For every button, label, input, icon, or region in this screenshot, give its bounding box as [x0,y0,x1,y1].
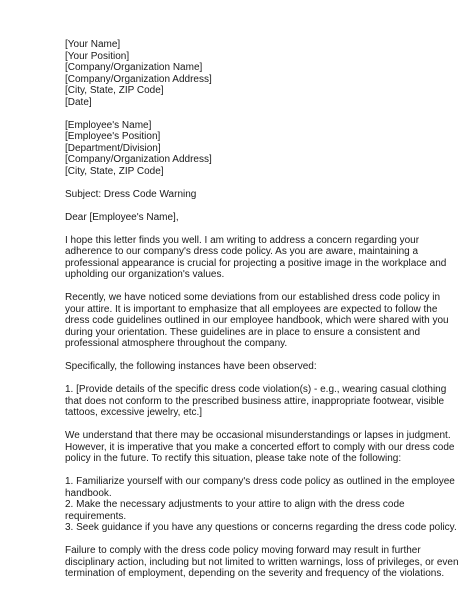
paragraph-consequences: Failure to comply with the dress code policy moving forward may result in further disciplinary action, including but not limited to written warnings, loss of privileges, or even termination of employment, depending on the severity and frequency of the violations. [65,545,459,579]
paragraph-intro: I hope this letter finds you well. I am writing to address a concern regarding your adherence to our company's dress code policy. As you are aware, maintaining a professional appearance is crucial for projecting a positive image in the workplace and upholding our organization's values. [65,234,447,280]
paragraph-understanding: We understand that there may be occasional misunderstandings or lapses in judgment. However, it is imperative that you make a concerted effort to comply with our dress code policy in the future. To rectify this situation, please take note of the following: [65,430,455,464]
sender-company-address: [Company/Organization Address] [65,73,212,85]
paragraph-instances-intro: Specifically, the following instances have been observed: [65,361,317,372]
paragraph-violation-details: 1. [Provide details of the specific dress code violation(s) - e.g., wearing casual clothing that does not conform to the prescribed business attire, inappropriate footwear, visible tattoos, excessive jewelry, etc.] [65,384,447,418]
recipient-address: [Company/Organization Address] [65,154,212,165]
recipient-position: [Employee's Position] [65,131,161,142]
subject-line: Subject: Dress Code Warning [65,188,197,200]
sender-name: [Your Name] [65,39,121,50]
salutation: Dear [Employee's Name], [65,211,179,223]
recipient-name: [Employee's Name] [65,119,152,131]
letter-date: [Date] [65,96,92,108]
sender-address-block [65,39,460,108]
paragraph-deviations: Recently, we have noticed some deviations from our established dress code policy in your attire. It is important to emphasize that all employees are expected to follow the dress code guidelines outlined in our employee handbook, which were shared with you during your orientation. These guidelines are in place to ensure a consistent and professional atmosphere throughout the company. [65,292,449,349]
list-item: 1. Familiarize yourself with our company's dress code policy as outlined in the employee handbook. [65,476,455,499]
recipient-address-block [65,120,460,178]
recipient-city-state-zip: [City, State, ZIP Code] [65,165,164,177]
sender-position: [Your Position] [65,50,130,62]
action-list [65,476,460,534]
sender-city-state-zip: [City, State, ZIP Code] [65,85,164,96]
list-item: 3. Seek guidance if you have any questions or concerns regarding the dress code policy. [65,522,457,533]
list-item: 2. Make the necessary adjustments to your attire to align with the dress code requirements. [65,499,405,522]
recipient-department: [Department/Division] [65,142,161,154]
letter-body [65,39,460,580]
sender-company-name: [Company/Organization Name] [65,62,203,73]
